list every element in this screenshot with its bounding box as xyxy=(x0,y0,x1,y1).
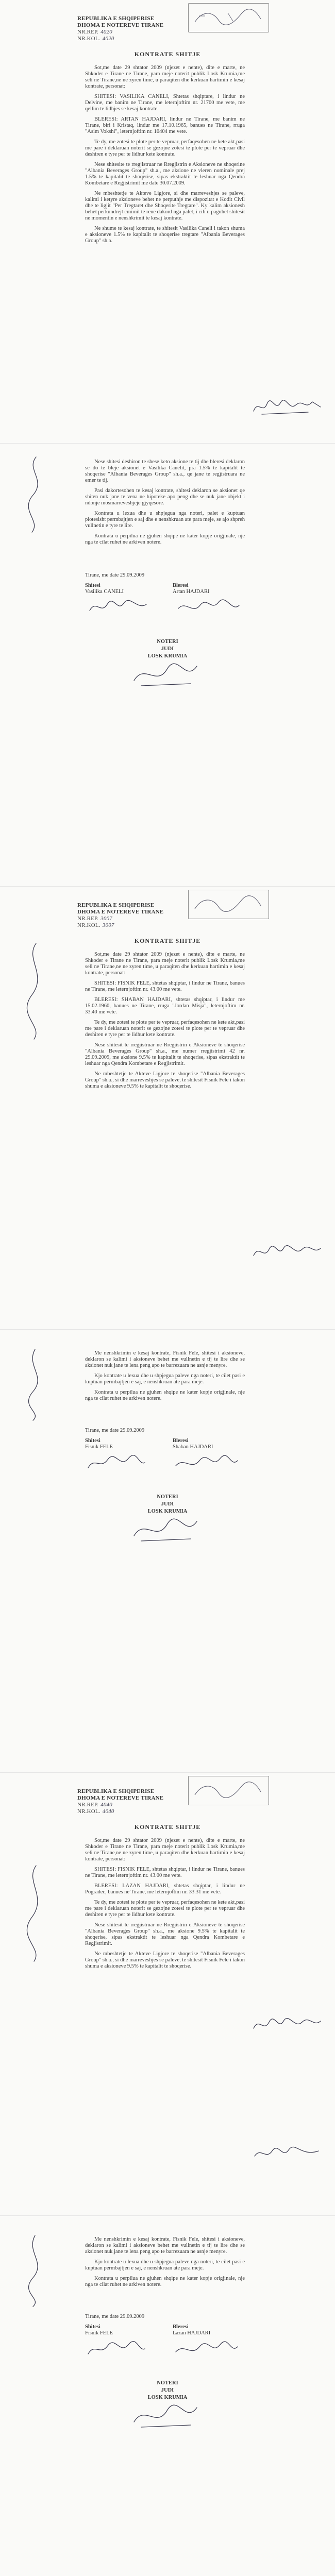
handwritten-initials xyxy=(21,938,52,1041)
notary-name: LOSK KRUMIA xyxy=(147,2395,188,2400)
paragraph: Ne shume te kesaj kontrate, te shitesit Vasilika Caneli i takon shuma e aksioneve 1.5% te kapitalit te shoqerise tregtare "Albania Beverages Group" sh.a. xyxy=(85,226,245,244)
paragraph: SHITESI: VASILIKA CANELI, Shtetas shqiptare, i lindur ne Delvine, me banim ne Tirane, me leternjoftim nr. 21700 me vete, me qellim te lidhjes se kesaj kontrate. xyxy=(85,94,245,112)
contract-body xyxy=(85,65,245,248)
paragraph: Kontrata u lexua dhe u shpjegua nga noteri, palet e kuptuan plotesisht permbajtjen e saj dhe e nenshkruan ate para meje, se ajo shpreh vullnetin e tyre te lire. xyxy=(85,511,245,529)
paragraph: Te dy, me zotesi te plote per te vepruar, perfaqesohen ne kete akt,pasi me pare i deklaruan noterit se gezojne zotesi te plote per te vepruar dhe deshiren e tyre per te lidhur kete kontrate. xyxy=(85,1900,245,1918)
notary-signature xyxy=(129,2401,201,2432)
buyer-signature xyxy=(173,1453,240,1474)
header-chamber: DHOMA E NOTEREVE TIRANE xyxy=(77,22,164,28)
contract-date: Tirane, me date 29.09.2009 xyxy=(85,2314,145,2319)
buyers-label: Bleresi xyxy=(173,1438,189,1444)
document-header xyxy=(77,15,163,42)
seller-signature xyxy=(88,597,149,618)
paragraph: Te dy, me zotesi te plote per te vepruar, perfaqesohen ne kete akt,pasi me pare i deklaruan noterit se gezojne zotesi te plote per te vepruar dhe deshiren e tyre per te lidhur kete kontrate. xyxy=(85,139,245,157)
rep-number: 4040 xyxy=(100,1802,112,1808)
page-2 xyxy=(0,443,335,887)
buyer-column xyxy=(173,583,250,595)
document-header xyxy=(77,1788,163,1815)
notary-name: LOSK KRUMIA xyxy=(147,1509,188,1514)
notary-seal-label: JUDI xyxy=(161,646,174,652)
page-5 xyxy=(0,1772,335,2216)
handwritten-initials xyxy=(21,454,52,536)
handwritten-signature xyxy=(252,2015,324,2036)
header-country: REPUBLIKA E SHQIPERISE xyxy=(77,1788,155,1794)
notary-stamp xyxy=(188,890,269,919)
seller-name: Fisnik FELE xyxy=(85,2330,113,2336)
paragraph: Sot,me date 29 shtator 2009 (njezet e nente), dite e marte, ne Shkoder e Tirane ne Tirane, para meje noterit publik Losk Krumia,me seli ne Tirane,ne ne zyren time, u paraqiten dhe kerkuan hartimin e kesaj kontrate, personat: xyxy=(85,1838,245,1862)
paragraph: Me nenshkrimin e kesaj kontrate, Fisnik Fele, shitesi i aksioneve, deklaron se kalimi i aksioneve behet me vullnetin e tij te lire dhe se aksionet nuk jane te lena peng apo te barrezuara ne asnje menyre. xyxy=(85,2236,245,2255)
handwritten-signature xyxy=(252,397,324,417)
notary-block xyxy=(0,2380,335,2401)
page-1 xyxy=(0,0,335,443)
notary-signature xyxy=(129,660,201,691)
notary-signature xyxy=(129,1515,201,1546)
header-chamber: DHOMA E NOTEREVE TIRANE xyxy=(77,1795,164,1801)
paragraph: Nese shitesi deshiron te shese keto aksione te tij dhe bleresi deklaron se do te bleje aksionet e Vasilika Canelit, pra 1.5% te kapitalit te shoqerise "Albania Beverages Group" sh.a., qe jane te regjistruara ne emer te tij. xyxy=(85,459,245,483)
paragraph: SHITESI: FISNIK FELE, shtetas shqiptar, i lindur ne Tirane, banues ne Tirane, me leternjoftim nr. 43.00 me vete. xyxy=(85,980,245,992)
seller-column xyxy=(85,2324,162,2336)
signature-block xyxy=(85,1428,245,1450)
notary-title: NOTERI xyxy=(157,2380,178,2386)
contract-date: Tirane, me date 29.09.2009 xyxy=(85,572,145,578)
paragraph: Kjo kontrate u lexua dhe u shpjegua paleve nga noteri, te cilet pasi e kuptuan permbajtjen e saj, e nenshkruan ate para meje. xyxy=(85,1373,245,1385)
paragraph: Kontrata u perpilua ne gjuhen shqipe ne kater kopje origjinale, nje nga te cilat ruhet ne arkiven notere. xyxy=(85,533,245,545)
sellers-label: Shitesi xyxy=(85,1438,100,1444)
handwritten-initials xyxy=(21,1860,52,1963)
notary-seal-label: JUDI xyxy=(161,1501,174,1507)
header-rep-line: NR.REP. 3007 xyxy=(77,916,112,922)
buyer-signature xyxy=(175,597,242,618)
paragraph: Te dy, me zotesi te plote per te vepruar, perfaqesohen ne kete akt,pasi me pare i deklaruan noterit se gezojne zotesi te plote per te vepruar dhe deshiren e tyre per te lidhur kete kontrate. xyxy=(85,1020,245,1038)
sellers-label: Shitesi xyxy=(85,583,100,588)
seller-name: Fisnik FELE xyxy=(85,1444,113,1450)
header-country: REPUBLIKA E SHQIPERISE xyxy=(77,15,155,22)
document-title: KONTRATE SHITJE xyxy=(134,1823,201,1831)
paragraph: SHITESI: FISNIK FELE, shtetas shqiptar, i lindur ne Tirane, banues ne Tirane, me leternjoftim nr. 43.00 me vete. xyxy=(85,1867,245,1878)
signature-block xyxy=(85,2314,245,2336)
page-6 xyxy=(0,2215,335,2576)
handwritten-initials xyxy=(21,1345,52,1422)
notary-stamp xyxy=(188,3,269,32)
seller-column xyxy=(85,1438,162,1450)
buyer-column xyxy=(173,1438,250,1450)
header-chamber: DHOMA E NOTEREVE TIRANE xyxy=(77,909,164,915)
header-kol-line: NR.KOL. 4040 xyxy=(77,1808,114,1815)
header-rep-line: NR.REP. 4040 xyxy=(77,1802,112,1808)
notary-seal-label: JUDI xyxy=(161,2387,174,2393)
contract-date: Tirane, me date 29.09.2009 xyxy=(85,1428,145,1433)
kol-number: 4040 xyxy=(102,1808,114,1815)
notary-title: NOTERI xyxy=(157,639,178,645)
buyer-column xyxy=(173,2324,250,2336)
page-4 xyxy=(0,1329,335,1773)
buyers-label: Bleresi xyxy=(173,583,189,588)
buyer-name: Shaban HAJDARI xyxy=(173,1444,213,1450)
paragraph: Ne mbeshtetje te Akteve Ligjore te shoqerise "Albania Beverages Group" sh.a., si dhe marreveshjes se paleve, te shitesit Fisnik Fele i takon shuma e aksioneve 9.5% te kapitalit te shoqerise. xyxy=(85,1071,245,1089)
kol-number: 4020 xyxy=(102,36,114,42)
paragraph: Me nenshkrimin e kesaj kontrate, Fisnik Fele, shitesi i aksioneve, deklaron se kalimi i aksioneve behet me vullnetin e tij te lire dhe se aksionet nuk jane te lena peng apo te barrezuara ne asnje menyre. xyxy=(85,1350,245,1368)
paragraph: Nese shitesit te rregjistruar ne Rregjistrin e Aksioneve te shoqerise "Albania Beverages Group" sh.a., me numer rregjistrimi 42 nr. 29.09.2009, me aksione 9.5% te kapitalit te shoqerise, sipas ekstraktit te leshuar nga Qendra Kombetare e Regjistrimit. xyxy=(85,1042,245,1066)
paragraph: Ne mbeshtetje te Akteve Ligjore, si dhe marreveshjes se paleve, kalimi i ketyre aksioneve behet ne perputhje me dispozitat e Kodit Civil dhe te ligjit "Per Tregtaret dhe Shoqerite Tregtare". Ky kalim aksionesh behet perkundrejt cmimit te rene dakord nga palet, i cili u paguhet shitesit ne momentin e nenshkrimit te kesaj kontrate. xyxy=(85,191,245,221)
paragraph: BLERESI: LAZAN HAJDARI, shtetas shqiptar, i lindur ne Pogradec, banues ne Tirane, me leternjoftim nr. 33.31 me vete. xyxy=(85,1883,245,1895)
header-country: REPUBLIKA E SHQIPERISE xyxy=(77,902,155,908)
paragraph: Pasi dakortesohen te kesaj kontrate, shitesi deklaron se aksionet qe shiten nuk jane te vena ne hipoteke apo peng dhe se nuk jane objekt i ndonje mosmarreveshjeje gjyqesore. xyxy=(85,488,245,506)
notary-stamp xyxy=(188,1776,269,1805)
notary-block xyxy=(0,1494,335,1515)
contract-body xyxy=(85,1838,245,1974)
signature-block xyxy=(85,572,245,595)
contract-body xyxy=(85,952,245,1094)
page-3 xyxy=(0,886,335,1330)
notary-title: NOTERI xyxy=(157,1494,178,1500)
header-rep-line: NR.REP. 4020 xyxy=(77,29,112,35)
seller-signature xyxy=(85,1453,147,1474)
notary-name: LOSK KRUMIA xyxy=(147,653,188,659)
handwritten-signature xyxy=(252,1242,324,1263)
paragraph: Ne mbeshtetje te Akteve Ligjore te shoqerise "Albania Beverages Group" sh.a., si dhe marreveshjes se paleve, te shitesit Fisnik Fele i takon shuma e aksioneve 9.5% te kapitalit te shoqerise. xyxy=(85,1951,245,1969)
seller-name: Vasilika CANELI xyxy=(85,589,124,595)
paragraph: Sot,me date 29 shtator 2009 (njezet e nente), dite e marte, ne Shkoder e Tirane ne Tirane, para meje noterit publik Losk Krumia,me seli ne Tirane,ne ne zyren time, u paraqiten dhe kerkuan hartimin e kesaj kontrate, personat: xyxy=(85,65,245,89)
handwritten-signature xyxy=(252,2144,324,2164)
paragraph: Nese shitesite te rregjistruar ne Rregjistrin e Aksioneve ne shoqerine "Albania Beverages Group" sh.a., me aksione ne vleren nominale prej 1.5% te kapitalit te shoqerise, sipas ekstraktit te leshuar nga Qendra Kombetare e Regjistrimit me date 30.07.2009. xyxy=(85,162,245,186)
paragraph: BLERESI: ARTAN HAJDARI, lindur ne Tirane, me banim ne Tirane, biri i Kristaq, lindur me 17.10.1965, banues ne Tirane, rruga "Asim Vokshi", leternjoftim nr. 10404 me vete. xyxy=(85,116,245,134)
paragraph: Sot,me date 29 shtator 2009 (njezet e nente), dite e marte, ne Shkoder e Tirane ne Tirane, para meje noterit publik Losk Krumia,me seli ne Tirane,ne ne zyren time, u paraqiten dhe kerkuan hartimin e kesaj kontrate, personat: xyxy=(85,952,245,976)
paragraph: BLERESI: SHABAN HAJDARI, shtetas shqiptar, i lindur me 15.02.1960, banues ne Tirane, rruga "Jordan Misja", leternjoftim nr. 33.40 me vete. xyxy=(85,997,245,1015)
document-header xyxy=(77,902,163,929)
contract-body xyxy=(85,459,245,550)
seller-signature xyxy=(85,2340,147,2360)
handwritten-initials xyxy=(21,2231,52,2309)
buyer-signature xyxy=(173,2340,240,2360)
paragraph: Nese shitesit te rregjistruar ne Rregjistrin e Aksioneve te shoqerise "Albania Beverages Group" sh.a., me aksione 9.5% te kapitalit te shoqerise, sipas ekstraktit te leshuar nga Qendra Kombetare e Regjistrimit. xyxy=(85,1922,245,1946)
buyer-name: Artan HAJDARI xyxy=(173,589,210,595)
contract-body xyxy=(85,2236,245,2292)
notary-block xyxy=(0,638,335,660)
kol-number: 3007 xyxy=(102,922,114,928)
contract-body xyxy=(85,1350,245,1406)
document-title: KONTRATE SHITJE xyxy=(134,937,201,944)
rep-number: 4020 xyxy=(100,29,112,35)
buyers-label: Bleresi xyxy=(173,2324,189,2330)
paragraph: Kjo kontrate u lexua dhe u shpjegua paleve nga noteri, te cilet pasi e kuptuan permbajtjen e saj, e nenshkruan ate para meje. xyxy=(85,2259,245,2271)
paragraph: Kontrata u perpilua ne gjuhen shqipe ne kater kopje origjinale, nje nga te cilat ruhet ne arkiven notere. xyxy=(85,1389,245,1401)
header-kol-line: NR.KOL. 3007 xyxy=(77,922,114,928)
header-kol-line: NR.KOL. 4020 xyxy=(77,36,114,42)
seller-column xyxy=(85,583,162,595)
rep-number: 3007 xyxy=(100,916,112,922)
paragraph: Kontrata u perpilua ne gjuhen shqipe ne kater kopje origjinale, nje nga te cilat ruhet ne arkiven notere. xyxy=(85,2276,245,2287)
document-title: KONTRATE SHITJE xyxy=(134,50,201,58)
buyer-name: Lazan HAJDARI xyxy=(173,2330,211,2336)
sellers-label: Shitesi xyxy=(85,2324,100,2330)
